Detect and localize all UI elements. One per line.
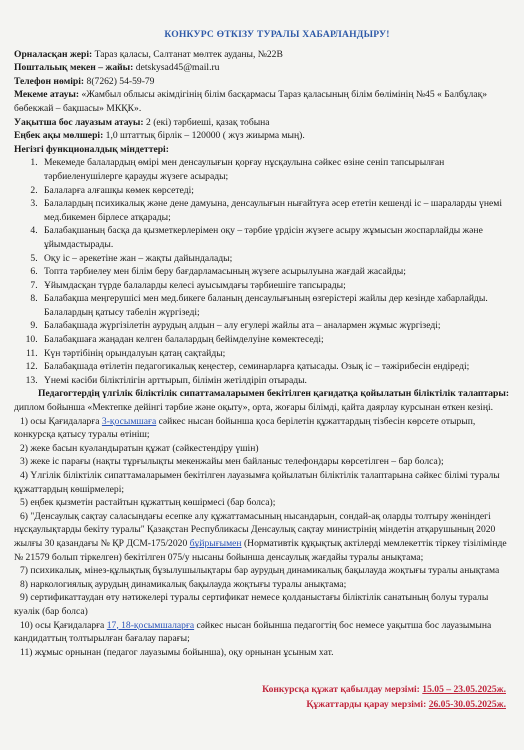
location-label: Орналасқан жері: (14, 48, 93, 60)
phone-value: 8(7262) 54-59-79 (84, 75, 155, 87)
email-label: Поштальық мекен – жайы: (14, 62, 134, 74)
duties-heading: Негізгі функционалдық міндеттері: (14, 143, 169, 155)
document-item-7: 7) психикалық, мінез-құлықтық бұзылушылықтары бар аурудың динамикалық бақылауда жоқтығы туралы анықтама (20, 565, 500, 577)
duty-item: 7. Ұйымдасқан түрде балаларды келесі ауысымдағы тәрбиешіге тапсырады; (40, 279, 510, 293)
review-deadline (306, 698, 506, 712)
page-title: КОНКУРС ӨТКІЗУ ТУРАЛЫ ХАБАРЛАНДЫРУ! (164, 29, 390, 40)
duty-item: 5. Оқу іс – әрекетіне жан – жақты дайындалады; (40, 252, 510, 266)
duty-item: 11. Күн тәртібінің орындалуын қатаң сақтайды; (40, 347, 510, 361)
document-item-10 (14, 619, 510, 646)
duty-item: 10. Балабақшаға жаңадан келген балалардың бейімделуіне көмектеседі; (40, 333, 510, 347)
qualification-heading: Педагогтердің үлгілік біліктілік сипаттамаларымен бекітілген қағидатқа қойылатын біліктілік талаптары: (38, 388, 510, 400)
document-text: сәйкес нысан бойынша қоса берілетін құжаттардың тізбесін көрсете отырып, конкурсқа қатысу туралы өтініш; (14, 415, 476, 441)
appendix-3-link[interactable]: 3-қосымшаға (101, 415, 157, 427)
email-line (14, 61, 510, 75)
salary-value: 1,0 штаттық бірлік – 120000 ( жүз жиырма мың). (103, 130, 305, 142)
document-item-3: 3) жеке іс парағы (нақты тұрғылықты мекенжайы мен байланыс телефондары көрсетілген – бар болса); (20, 456, 444, 468)
phone-label: Телефон нөмірі: (14, 75, 85, 87)
salary-line (14, 129, 510, 143)
document-item-11: 11) жұмыс орнынан (педагог лауазымы бойынша), оқу орнынан ұсыным хат. (20, 646, 334, 658)
acceptance-deadline-label: Конкурсқа құжат қабылдау мерзімі: (262, 684, 423, 695)
vacancy-label: Уақытша бос лауазым атауы: (14, 116, 144, 128)
duty-item: 4. Балабақшаның басқа да қызметкерлерімен оқу – тәрбие үрдісін жүзеге асыру жұмысын жоспарлайды және ұйымдастырады. (40, 224, 510, 251)
document-text: 1) осы Қағидаларға (20, 415, 102, 427)
review-deadline-label: Құжаттарды қарау мерзімі: (306, 699, 429, 710)
document-text: (Нормативтік құқықтық актілерді мемлекеттік тіркеу тізілімінде № 21579 болып тіркелген) бекітілген 075/у нысаны бойынша денсаулық жағдайы туралы анықтама; (14, 537, 507, 563)
duty-item: 13. Үнемі кәсіби біліктілігін арттырып, білімін жетілдіріп отырады. (40, 374, 510, 388)
organization-value: «Жамбыл облысы әкімдігінің білім басқармасы Тараз қаласының білім бөлімінің №45 « Балбұлақ» бөбекжай – бақшасы» МКҚК». (14, 89, 488, 114)
phone-line (14, 75, 510, 89)
acceptance-deadline (262, 683, 506, 697)
duty-item: 8. Балабақша меңгерушісі мен мед.бикеге баланың денсаулығының өзгерістері жайлы дер кезінде хабарлайды. Балалардың қатысу табелін жүргізеді; (40, 292, 510, 319)
duty-item: 9. Балабақшада жүргізілетін аурудың алдын – алу егулері жайлы ата – аналармен жұмыс жүргізеді; (40, 319, 510, 333)
vacancy-value: 2 (екі) тәрбиеші, қазақ тобына (143, 116, 270, 128)
documents-list (14, 415, 510, 660)
salary-label: Еңбек ақы мөлшері: (14, 130, 104, 142)
document-item-8: 8) наркологиялық аурудың динамикалық бақылауда жоқтығы туралы анықтама; (20, 578, 347, 590)
review-deadline-value: 26.05-30.05.2025ж. (428, 699, 506, 710)
document-item-2: 2) жеке басын куәландыратын құжат (сәйкестендіру үшін) (20, 442, 259, 454)
document-item-5: 5) еңбек қызметін растайтын құжаттың көшірмесі (бар болса); (20, 497, 276, 509)
duty-item: 12. Балабақшада өтілетін педагогикалық кеңестер, семинарларға қатысады. Озық іс – тәжірибесін ендіреді; (40, 360, 510, 374)
document-item-6 (14, 510, 510, 564)
acceptance-deadline-value: 15.05 – 23.05.2025ж. (422, 684, 506, 695)
location-value: Тараз қаласы, Салтанат мөлтек ауданы, №22В (92, 48, 283, 60)
email-value: detskysad45@mail.ru (133, 62, 220, 74)
qualification-text: диплом бойынша «Мектепке дейінгі тәрбие және оқыту», орта, жоғары білімді, қайта даярлау курсынан өткен кезіңі. (14, 402, 494, 414)
location-line (14, 48, 510, 62)
order-link[interactable]: бұйрығымен (189, 537, 242, 549)
duties-list (14, 156, 510, 387)
document-item-9: 9) сертификаттаудан өту нәтижелері туралы сертификат немесе қолданыстағы біліктілік санатының болуы туралы куәлік (бар болса) (14, 592, 489, 617)
document-item-1 (14, 415, 510, 442)
document-item-4: 4) Үлгілік біліктілік сипаттамаларымен бекітілген лауазымға қойылатын біліктілік талаптарына сәйкес білімі туралы құжаттардың көшірмелері; (14, 470, 500, 495)
duty-item: 1. Мекемеде балалардың өмірі мен денсаулығын қорғау нұсқаулына сәйкес өзіне сеніп тапсырылған тәрбиеленушілерге қарауды жүзеге асырады; (40, 156, 510, 183)
duty-item: 2. Балаларға алғашқы көмек көрсетеді; (40, 184, 510, 198)
document-text: 10) осы Қағидаларға (20, 619, 107, 631)
appendix-17-18-link[interactable]: 17, 18-қосымшаларға (106, 619, 195, 631)
document-text: сәйкес нысан бойынша педагогтің бос немесе уақытша бос лауазымына кандидаттың толтырылған бағалау парағы; (14, 619, 492, 645)
duty-item: 3. Балалардың психикалық және дене дамуына, денсаулығын нығайтуға әсер ететін кешенді іс – шараларды үнемі мед.бикемен бірлесе атқарады; (40, 197, 510, 224)
duty-item: 6. Топта тәрбиелеу мен білім беру бағдарламасының жүзеге асырылуына жағдай жасайды; (40, 265, 510, 279)
document-text: 6) "Денсаулық сақтау саласындағы есепке алу құжаттамасының нысандарын, сондай-ақ оларды толтыру жөніндегі нұсқаулықтарды бекіту туралы" Қазақстан Республикасы Денсаулық сақтау министрінің міндетін атқарушының 2020 жылғы 30 қазандағы № ҚР ДСМ-175/2020 (14, 510, 496, 549)
organization-label: Мекеме атауы: (14, 89, 80, 101)
qualification-paragraph (14, 387, 510, 414)
vacancy-line (14, 116, 510, 130)
organization-line (14, 88, 510, 115)
